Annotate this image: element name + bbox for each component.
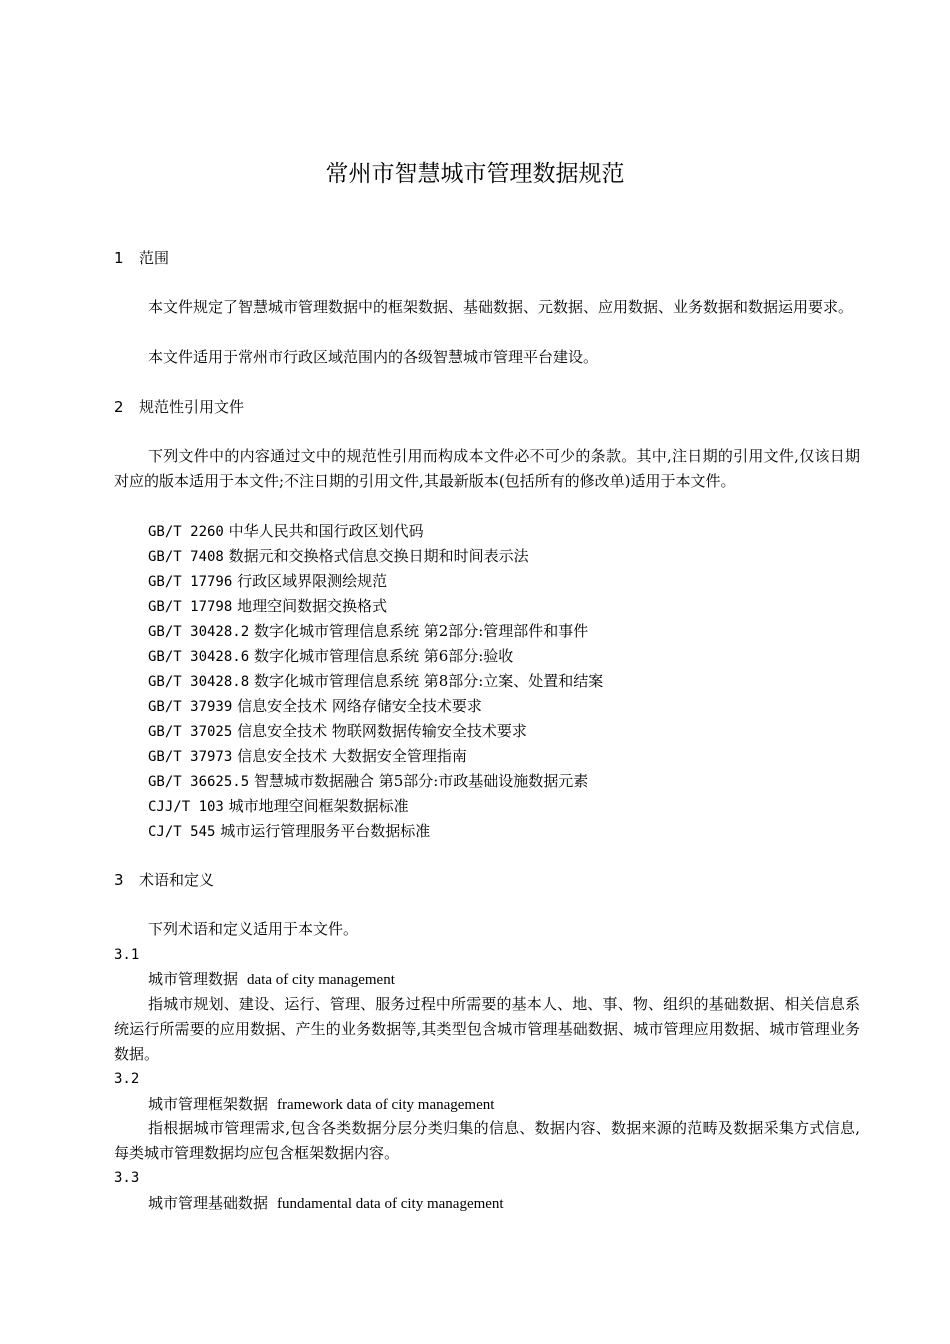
paragraph: 本文件适用于常州市行政区域范围内的各级智慧城市管理平台建设。 (148, 348, 599, 366)
paragraph: 下列文件中的内容通过文中的规范性引用而构成本文件必不可少的条款。其中,注日期的引用文件,仅该日期对应的版本适用于本文件;不注日期的引用文件,其最新版本(包括所有的修改单)适用于本文件。 (114, 447, 860, 490)
reference-item (148, 619, 588, 645)
reference-item (148, 544, 529, 570)
reference-title: 数字化城市管理信息系统 第6部分:验收 (253, 647, 514, 665)
reference-code: GB/T 37939 (148, 699, 233, 715)
term-english: framework data of city management (277, 1097, 495, 1113)
reference-title: 数字化城市管理信息系统 第2部分:管理部件和事件 (253, 622, 589, 640)
reference-title: 城市地理空间框架数据标准 (228, 797, 409, 815)
section-heading-terms-and-definitions (114, 869, 214, 891)
term-english: data of city management (247, 972, 395, 988)
reference-title: 信息安全技术 大数据安全管理指南 (237, 747, 467, 765)
reference-code: CJ/T 545 (148, 824, 216, 840)
reference-code: GB/T 7408 (148, 549, 224, 565)
reference-title: 地理空间数据交换格式 (237, 597, 388, 615)
reference-title: 信息安全技术 网络存储安全技术要求 (237, 697, 482, 715)
reference-title: 智慧城市数据融合 第5部分:市政基础设施数据元素 (253, 772, 589, 790)
term-chinese: 城市管理框架数据 (148, 1095, 269, 1113)
reference-title: 行政区域界限测绘规范 (237, 572, 388, 590)
reference-code: GB/T 30428.8 (148, 674, 250, 690)
reference-item (148, 744, 467, 770)
clause-number: 3.3 (114, 1170, 140, 1186)
reference-code: GB/T 17798 (148, 599, 233, 615)
paragraph: 本文件规定了智慧城市管理数据中的框架数据、基础数据、元数据、应用数据、业务数据和数据运用要求。 (148, 298, 854, 316)
section-title: 范围 (139, 249, 170, 267)
reference-item (148, 569, 387, 595)
reference-title: 城市运行管理服务平台数据标准 (220, 822, 431, 840)
reference-code: GB/T 17796 (148, 574, 233, 590)
reference-code: CJJ/T 103 (148, 799, 224, 815)
term-heading (148, 1191, 504, 1217)
reference-code: GB/T 37973 (148, 749, 233, 765)
reference-item (148, 669, 603, 695)
reference-item (148, 719, 527, 745)
term-heading (148, 1092, 494, 1118)
section-heading-scope (114, 247, 169, 269)
reference-title: 信息安全技术 物联网数据传输安全技术要求 (237, 722, 527, 740)
reference-code: GB/T 2260 (148, 524, 224, 540)
term-english: fundamental data of city management (277, 1196, 504, 1212)
section-number: 3 (114, 871, 124, 889)
section-number: 2 (114, 398, 124, 416)
section-heading-normative-references (114, 396, 244, 418)
term-heading (148, 967, 395, 993)
section-number: 1 (114, 249, 124, 267)
reference-item (148, 519, 424, 545)
section-title: 术语和定义 (139, 871, 215, 889)
term-definition: 指城市规划、建设、运行、管理、服务过程中所需要的基本人、地、事、物、组织的基础数据、相关信息系统运行所需要的应用数据、产生的业务数据等,其类型包含城市管理基础数据、城市管理应用数据、城市管理业务数据。 (114, 995, 860, 1063)
reference-item (148, 769, 588, 795)
reference-item (148, 644, 513, 670)
clause-number: 3.2 (114, 1071, 140, 1087)
section-title: 规范性引用文件 (139, 398, 245, 416)
reference-item (148, 819, 430, 845)
reference-item (148, 594, 387, 620)
reference-title: 数字化城市管理信息系统 第8部分:立案、处置和结案 (253, 672, 604, 690)
reference-title: 中华人民共和国行政区划代码 (228, 522, 424, 540)
document-title: 常州市智慧城市管理数据规范 (325, 161, 625, 187)
paragraph: 下列术语和定义适用于本文件。 (148, 920, 359, 938)
term-definition: 指根据城市管理需求,包含各类数据分层分类归集的信息、数据内容、数据来源的范畴及数据采集方式信息,每类城市管理数据均应包含框架数据内容。 (114, 1119, 860, 1162)
term-chinese: 城市管理数据 (148, 970, 239, 988)
reference-code: GB/T 36625.5 (148, 774, 250, 790)
reference-code: GB/T 30428.6 (148, 649, 250, 665)
reference-code: GB/T 30428.2 (148, 624, 250, 640)
clause-number: 3.1 (114, 947, 140, 963)
reference-title: 数据元和交换格式信息交换日期和时间表示法 (228, 547, 529, 565)
reference-code: GB/T 37025 (148, 724, 233, 740)
reference-item (148, 794, 409, 820)
reference-item (148, 694, 482, 720)
term-chinese: 城市管理基础数据 (148, 1194, 269, 1212)
